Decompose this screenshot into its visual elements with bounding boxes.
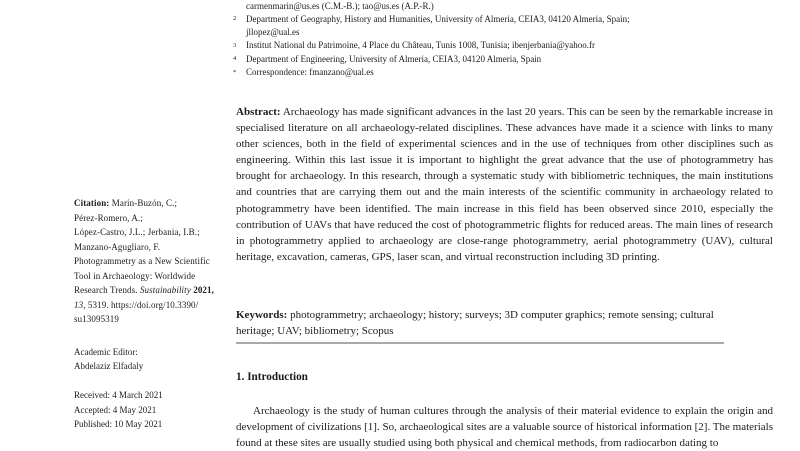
citation-label: Citation: [74, 198, 110, 208]
abstract-label: Abstract: [236, 106, 281, 118]
citation-journal: Sustainability [139, 285, 191, 295]
email-link[interactable]: jllopez@ual.es [246, 27, 300, 38]
affiliation-line [233, 53, 775, 66]
citation-doi-line [74, 298, 230, 313]
academic-editor-label: Academic Editor: [74, 347, 138, 357]
citation-authors: Pérez-Romero, A.; [74, 212, 143, 223]
affiliations [233, 0, 775, 79]
doi-link[interactable]: su13095319 [74, 314, 120, 324]
citation-block [74, 196, 230, 327]
citation-title: Photogrammetry as a New Scientific [74, 256, 210, 266]
published-date: Published: 10 May 2021 [74, 419, 163, 430]
keywords-section [236, 307, 725, 339]
affiliation-marker: 3 [233, 41, 237, 49]
citation-year: 2021, [193, 285, 214, 295]
affiliation-marker: 2 [233, 15, 237, 23]
keywords-label: Keywords: [236, 309, 288, 321]
citation-authors: Marín-Buzón, C.; [111, 198, 178, 208]
affiliation-marker [233, 0, 246, 13]
citation-authors: Manzano-Agugliaro, F. [74, 241, 161, 252]
affiliation-marker: 4 [233, 55, 237, 63]
affiliation-line [233, 66, 775, 79]
academic-editor-block [74, 345, 230, 373]
abstract-section [236, 104, 773, 265]
citation-journal-line [74, 283, 230, 298]
introduction-paragraph: Archaeology is the study of human cultures through the analysis of their material evidence to explain the origin and development of civilizations [1]. So, archaeological sites are a valuable source of historical information [2]. The materials found at these sites are usually studied using both physical and chemical methods, from radiocarbon dating to [236, 405, 773, 449]
affiliation-text: Department of Engineering, University of Almeria, CEIA3, 04120 Almeria, Spain [246, 53, 542, 64]
affiliation-line [233, 39, 775, 52]
introduction-heading: 1. Introduction [236, 371, 308, 383]
correspondence-email-link[interactable]: Correspondence: fmanzano@ual.es [246, 67, 374, 78]
accepted-date: Accepted: 4 May 2021 [74, 404, 157, 415]
section-divider [236, 342, 724, 344]
doi-link[interactable]: 5319. https://doi.org/10.3390/ [87, 299, 199, 310]
academic-editor-name: Abdelaziz Elfadaly [74, 361, 144, 372]
received-date: Received: 4 March 2021 [74, 390, 163, 400]
citation-authors: López-Castro, J.L.; Jerbania, I.B.; [74, 227, 200, 237]
affiliation-line [233, 0, 775, 13]
affiliation-marker: * [233, 68, 237, 76]
affiliation-marker [233, 26, 246, 39]
affiliation-text: Institut National du Patrimoine, 4 Place du Château, Tunis 1008, Tunisia; ibenjerbania@yahoo.fr [246, 40, 596, 51]
affiliation-line [233, 26, 775, 39]
dates-block [74, 388, 230, 432]
email-link[interactable]: carmenmarin@us.es (C.M.-B.); tao@us.es (A.P.-R.) [246, 1, 434, 11]
affiliation-text: Department of Geography, History and Humanities, University of Almeria, CEIA3, 04120 Almeria, Spain; [246, 13, 630, 24]
citation-title: Tool in Archaeology: Worldwide [74, 270, 196, 281]
abstract-text: Archaeology has made significant advances in the last 20 years. This can be seen by the remarkable increase in specialised literature on all archaeology-related disciplines. These advances have made it a science with links to many other sciences, both in the field of experimental sciences and in the use of techniques from other disciplines such as engineering. Within this last issue it is important to highlight the great advance that the use of photogrammetry has brought for archaeology. In this research, through a systematic study with bibliometric techniques, the main institutions and countries that are carrying them out and the main interests of the scientific community in archaeology related to photogrammetry have been identified. The main increase in this field has been observed since 2010, especially the contribution of UAVs that have reduced the cost of photogrammetric flights for reduced areas. The main lines of research in photogrammetry applied to archaeology are close-range photogrammetry, aerial photogrammetry (UAV), cultural heritage, excavation, cameras, GPS, laser scan, and virtual reconstruction including 3D printing. [236, 106, 773, 263]
citation-volume: 13, [74, 299, 86, 310]
keywords-text: photogrammetry; archaeology; history; surveys; 3D computer graphics; remote sensing; cultural heritage; UAV; bibliometry; Scopus [236, 309, 714, 338]
citation-line [74, 196, 230, 211]
citation-title: Research Trends. [74, 285, 138, 295]
affiliation-line [233, 13, 775, 26]
